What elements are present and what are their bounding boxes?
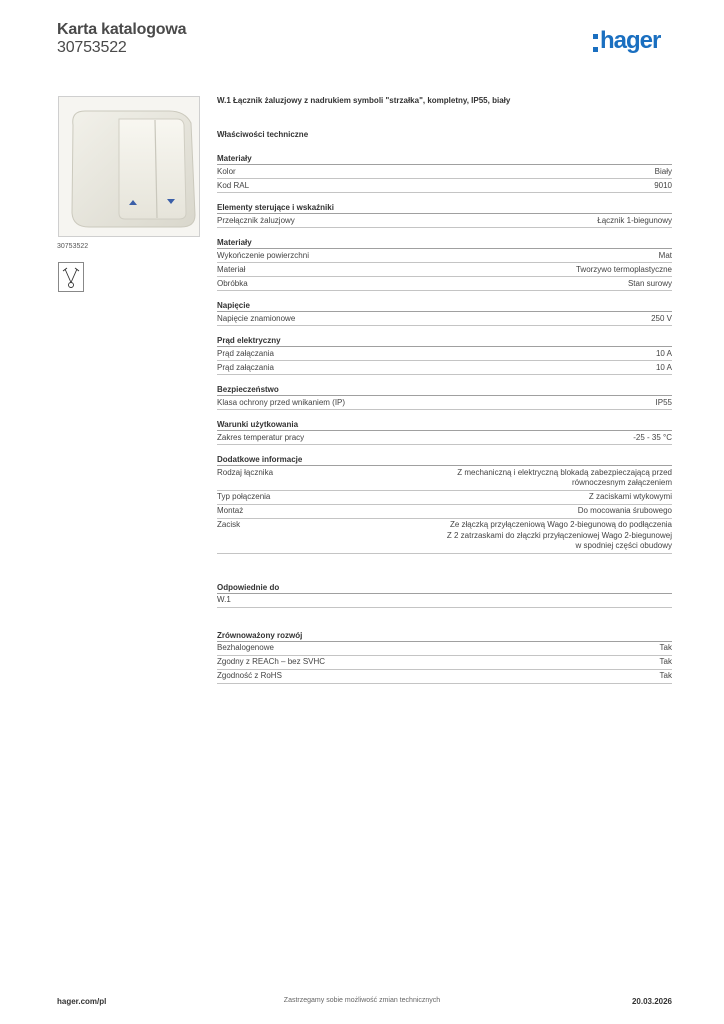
spec-groups	[217, 153, 672, 684]
spec-value-line: 9010	[654, 180, 672, 190]
spec-value-line: IP55	[655, 397, 672, 407]
spec-group	[217, 300, 672, 326]
spec-value	[578, 506, 672, 517]
spec-content	[217, 96, 672, 684]
spec-key: Bezhalogenowe	[217, 643, 274, 652]
spec-row	[217, 263, 672, 277]
spec-value	[660, 671, 672, 682]
spec-group-title: Zrównoważony rozwój	[217, 630, 672, 642]
spec-group-title: Warunki użytkowania	[217, 419, 672, 431]
spec-value	[656, 398, 672, 409]
spec-value	[597, 216, 672, 227]
spec-key: Montaż	[217, 506, 244, 515]
spec-group-title: Prąd elektryczny	[217, 335, 672, 347]
spec-key: Przełącznik żaluzjowy	[217, 215, 295, 225]
spec-value-line: Z mechaniczną i elektryczną blokadą zabezpieczającą przed	[457, 467, 672, 477]
spec-key: Typ połączenia	[217, 492, 271, 501]
spec-group	[217, 582, 672, 608]
spec-row	[217, 396, 672, 410]
spec-value-line: -25 - 35 °C	[633, 432, 672, 442]
spec-key: Zakres temperatur pracy	[217, 432, 305, 442]
spec-group	[217, 419, 672, 445]
spec-row	[217, 214, 672, 228]
spec-value-line: w spodniej części obudowy	[575, 541, 672, 550]
spec-key: Materiał	[217, 264, 246, 274]
spec-group	[217, 454, 672, 554]
spec-row	[217, 312, 672, 326]
footer-website-link[interactable]: hager.com/pl	[57, 997, 107, 1006]
product-title: W.1 Łącznik żaluzjowy z nadrukiem symboli "strzałka", kompletny, IP55, biały	[217, 96, 511, 105]
spec-row	[217, 519, 672, 554]
spec-row	[217, 277, 672, 291]
spec-row	[217, 642, 672, 656]
spec-key: Napięcie znamionowe	[217, 313, 296, 323]
spec-value-line: Mat	[658, 250, 672, 260]
header-code: 30753522	[57, 39, 127, 56]
spec-group	[217, 153, 672, 193]
spec-group-title: Odpowiednie do	[217, 582, 672, 594]
spec-value	[628, 279, 672, 290]
spec-row	[217, 491, 672, 505]
spec-key: Zgodny z REACh – bez SVHC	[217, 657, 326, 666]
footer-disclaimer: Zastrzegamy sobie możliwość zmian technicznych	[283, 997, 441, 1004]
spec-row	[217, 347, 672, 361]
logo-mark-icon	[593, 34, 598, 52]
spec-value-line: Do mocowania śrubowego	[577, 506, 672, 515]
spec-value	[655, 167, 672, 178]
spec-row	[217, 670, 672, 684]
spec-value-line: równoczesnym załączeniem	[571, 478, 672, 487]
spec-key: Klasa ochrony przed wnikaniem (IP)	[217, 397, 346, 407]
spec-row	[217, 505, 672, 519]
spec-value	[633, 433, 672, 444]
spec-row	[217, 431, 672, 445]
spec-row	[217, 249, 672, 263]
spec-key: Rodzaj łącznika	[217, 467, 274, 477]
spec-value-line: 10 A	[655, 348, 672, 358]
spec-key: Obróbka	[217, 278, 248, 288]
spec-row	[217, 179, 672, 193]
hager-logo[interactable]	[593, 26, 660, 56]
spec-value-line: Tworzywo termoplastyczne	[575, 264, 672, 274]
header-title: Karta katalogowa	[57, 21, 187, 38]
spec-group	[217, 630, 672, 684]
spec-value	[656, 349, 672, 360]
spec-value	[659, 251, 672, 262]
product-image	[58, 96, 200, 237]
spec-key: Kolor	[217, 166, 236, 176]
spec-value-line: Tak	[659, 671, 672, 680]
product-code-small: 30753522	[57, 243, 89, 250]
spec-value	[670, 595, 672, 606]
spec-value-line: Tak	[659, 643, 672, 652]
spec-value	[576, 265, 672, 276]
spec-key: W.1	[217, 595, 231, 604]
spec-row	[217, 165, 672, 179]
spec-value	[660, 643, 672, 654]
spec-key: Wykończenie powierzchni	[217, 250, 309, 260]
spec-value	[656, 363, 672, 374]
spec-key: Zgodność z RoHS	[217, 671, 282, 680]
spec-key: Kod RAL	[217, 180, 250, 190]
spec-row	[217, 361, 672, 375]
spec-value	[457, 468, 672, 489]
spec-value-line: Biały	[654, 166, 672, 176]
spec-value-line: 10 A	[655, 362, 672, 372]
spec-value	[447, 520, 672, 552]
spec-group	[217, 335, 672, 375]
spec-value-line: Ze złączką przyłączeniową Wago 2-biegunową do podłączenia	[449, 520, 672, 529]
spec-row	[217, 594, 672, 608]
spec-group-title: Dodatkowe informacje	[217, 454, 672, 466]
logo-text: hager	[600, 27, 661, 54]
spec-group	[217, 202, 672, 228]
switch-product-icon	[59, 97, 200, 237]
spec-key: Prąd załączania	[217, 348, 274, 358]
spec-value-line: 250 V	[651, 313, 672, 323]
spec-value-line: Tak	[659, 657, 672, 666]
spec-group-title: Bezpieczeństwo	[217, 384, 672, 396]
spec-value-line: Stan surowy	[627, 278, 672, 288]
spec-group-title: Napięcie	[217, 300, 672, 312]
spec-row	[217, 656, 672, 670]
spec-value	[654, 181, 672, 192]
spec-key: Zacisk	[217, 520, 241, 529]
spec-group-title: Elementy sterujące i wskaźniki	[217, 202, 672, 214]
spec-row	[217, 466, 672, 491]
spec-value	[651, 314, 672, 325]
spec-value-line: Łącznik 1-biegunowy	[597, 215, 672, 225]
spec-group	[217, 237, 672, 291]
spec-group	[217, 384, 672, 410]
section-technical-properties: Właściwości techniczne	[217, 130, 309, 139]
spec-value-line	[670, 595, 672, 606]
switch-symbol-icon	[58, 262, 84, 292]
spec-value	[589, 492, 672, 503]
spec-value-line: Z 2 zatrzaskami do złączki przyłączeniowej Wago 2-biegunowej	[446, 530, 672, 540]
spec-value-line: Z zaciskami wtykowymi	[588, 492, 672, 501]
spec-value	[660, 657, 672, 668]
spec-group-title: Materiały	[217, 237, 672, 249]
footer-date: 20.03.2026	[631, 997, 672, 1006]
spec-group-title: Materiały	[217, 153, 672, 165]
spec-key: Prąd załączania	[217, 362, 274, 372]
